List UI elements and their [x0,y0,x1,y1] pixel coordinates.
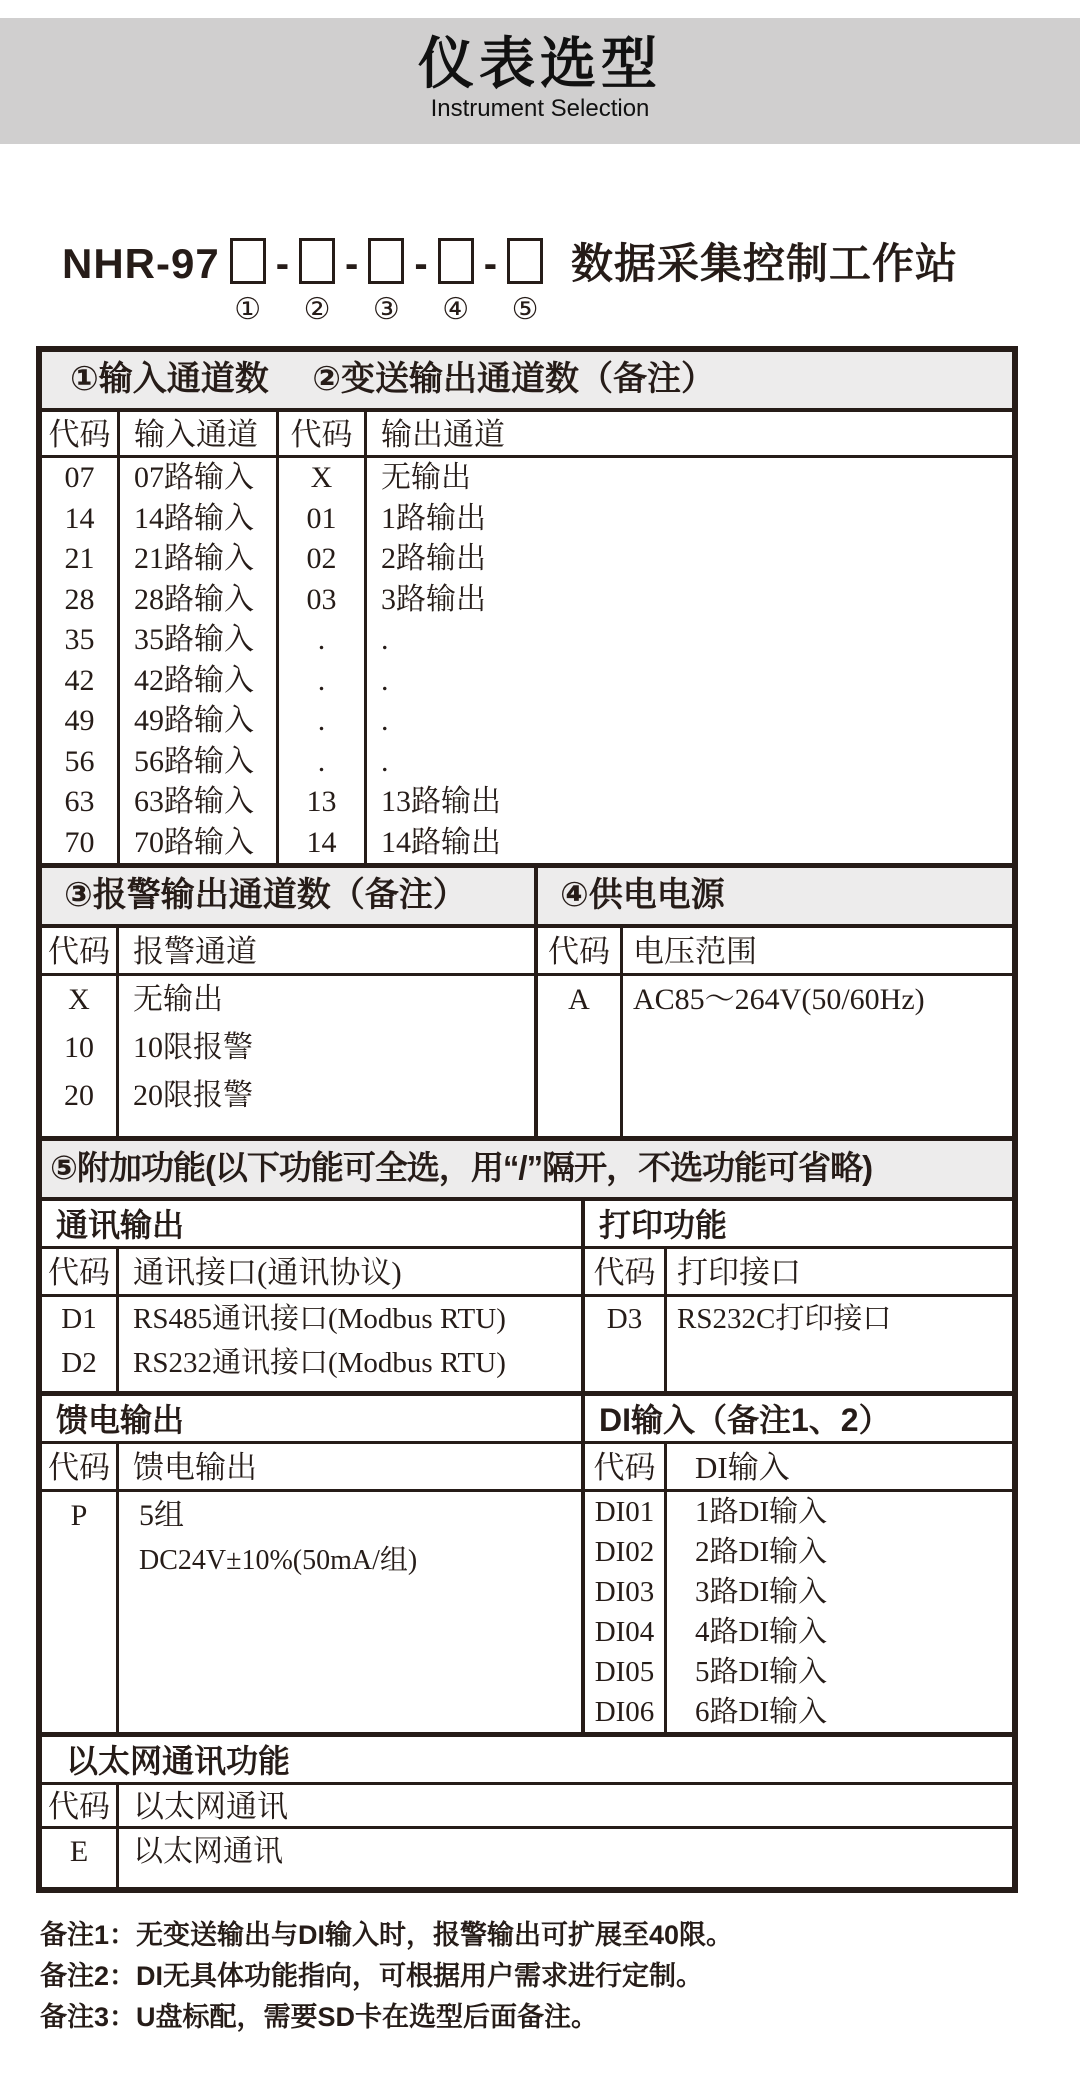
io-input-label-column [120,458,279,863]
power-supply-title: ④供电电源 [538,868,1012,928]
di-title: DI输入（备注1、2） [585,1396,1012,1444]
column-header: 电压范围 [633,934,757,969]
feed-code-column [42,1492,119,1732]
label-cell: . [381,663,389,697]
dash-separator: - [483,242,498,286]
dash-separator: - [275,242,290,286]
code-cell: D1 [61,1303,97,1335]
label-cell: 6路DI输入 [695,1696,828,1728]
comm-title: 通讯输出 [42,1201,581,1249]
label-cell: RS485通讯接口(Modbus RTU) [133,1303,506,1335]
code-cell: 35 [64,623,95,656]
column-header: 输入通道 [120,412,279,455]
model-code-box [507,238,543,284]
label-cell: DC24V±10%(50mA/组) [139,1545,418,1576]
label-cell: 3路输出 [381,582,486,616]
ethernet-column-headers [42,1785,1012,1829]
column-header: 通讯接口(通讯协议) [133,1255,402,1290]
code-cell: 21 [64,542,95,575]
model-slot-5 [507,238,543,326]
code-cell: D3 [606,1303,643,1335]
model-slot-4 [438,238,474,326]
code-cell: 13 [306,785,337,818]
model-slot-2 [299,238,335,326]
feed-title: 馈电输出 [42,1396,581,1444]
label-cell: . [381,623,389,656]
model-code-box [299,238,335,284]
note-line: 备注1：无变送输出与DI输入时，报警输出可扩展至40限。 [40,1920,734,1950]
power-supply-code-column [538,976,623,1136]
ethernet-data [42,1829,1012,1887]
code-cell: 70 [64,825,95,859]
label-cell: 70路输入 [134,825,254,859]
feed-panel [42,1396,585,1732]
label-cell: RS232通讯接口(Modbus RTU) [133,1347,506,1379]
code-cell: 03 [306,582,337,616]
code-cell: DI03 [594,1576,655,1608]
label-cell: 42路输入 [134,663,254,697]
power-supply-label-column [623,976,1012,1136]
position-digit-3: ③ [372,293,400,326]
code-cell: 28 [64,582,95,616]
label-cell: 2路DI输入 [695,1536,828,1568]
label-cell: 无输出 [381,461,471,494]
code-cell: DI06 [594,1696,655,1728]
section-io [42,352,1012,863]
di-label-column [667,1492,1012,1732]
label-cell: 28路输入 [134,582,254,616]
page-title: 仪表选型 [418,32,662,95]
comm-code-column [42,1297,119,1391]
code-cell: E [69,1835,89,1868]
dash-separator: - [345,242,359,286]
code-cell: DI05 [594,1656,655,1688]
label-cell: 1路DI输入 [695,1496,828,1528]
column-header: 代码 [585,1444,667,1489]
label-cell: 5路DI输入 [695,1656,828,1688]
selection-table [36,346,1018,1893]
di-data [585,1492,1012,1732]
label-cell: 1路输出 [381,501,486,535]
column-header: 代码 [585,1249,667,1294]
print-code-column [585,1297,667,1391]
label-cell: . [381,744,389,778]
code-cell: D2 [61,1347,97,1379]
power-supply-panel [538,868,1012,1136]
model-suffix: 数据采集控制工作站 [571,240,959,287]
column-header: 代码 [42,928,119,973]
comm-column-headers [42,1249,581,1297]
alarm-title: ③报警输出通道数（备注） [42,868,534,928]
label-cell: RS232C打印接口 [677,1303,892,1335]
label-cell: 20限报警 [133,1079,253,1112]
alarm-data [42,976,534,1136]
label-cell: 56路输入 [134,744,254,778]
print-panel [585,1201,1012,1391]
model-code-line [62,238,1080,326]
label-cell: 2路输出 [381,542,486,575]
model-code-box [368,238,404,284]
print-title: 打印功能 [585,1201,1012,1249]
feed-data [42,1492,581,1732]
code-cell: . [317,704,326,737]
section-alarm-power [42,863,1012,1136]
ethernet-code-column [42,1829,119,1887]
code-cell: 02 [306,542,337,575]
label-cell: AC85～264V(50/60Hz) [633,983,925,1016]
code-cell: 42 [64,663,95,697]
code-cell: X [68,983,90,1016]
code-cell: . [317,744,326,778]
alarm-column-headers [42,928,534,976]
column-header: 馈电输出 [133,1450,257,1485]
label-cell: . [381,704,389,737]
ethernet-label-column [119,1829,1012,1887]
label-cell: 5组 [139,1499,184,1532]
io-column-headers [42,412,1012,458]
print-column-headers [585,1249,1012,1297]
position-digit-5: ⑤ [511,293,539,326]
page-subtitle: Instrument Selection [430,95,650,122]
feed-di-row [42,1391,1012,1732]
position-digit-2: ② [303,293,331,326]
label-cell: 4路DI输入 [695,1616,828,1648]
column-header: 打印接口 [677,1255,801,1290]
code-cell: . [317,663,326,697]
section-extra [42,1136,1012,1887]
code-cell: 49 [64,704,95,737]
model-slot-1 [230,238,266,326]
position-digit-4: ④ [442,293,470,326]
column-header: 代码 [42,1249,119,1294]
column-header: 输出通道 [381,417,505,452]
code-cell: 63 [64,785,95,818]
code-cell: 20 [64,1079,94,1112]
label-cell: 63路输入 [134,785,254,818]
feed-column-headers [42,1444,581,1492]
note-line: 备注3：U盘标配，需要SD卡在选型后面备注。 [40,2002,599,2032]
io-data [42,458,1012,863]
section-io-title: ①输入通道数 ②变送输出通道数（备注） [42,352,1012,412]
label-cell: 35路输入 [134,623,254,656]
code-cell: 14 [306,825,337,859]
feed-label-column [119,1492,581,1732]
page-header [0,18,1080,144]
power-supply-column-headers [538,928,1012,976]
column-header: 报警通道 [133,934,257,969]
label-cell: 21路输入 [134,542,254,575]
label-cell: 无输出 [133,983,223,1016]
io-input-code-column [42,458,120,863]
model-code-box [230,238,266,284]
model-prefix: NHR-97 [62,240,220,287]
label-cell: 3路DI输入 [695,1576,828,1608]
code-cell: 01 [306,501,337,535]
column-header: 代码 [279,412,367,455]
code-cell: . [317,623,326,656]
code-cell: X [310,461,333,494]
code-cell: DI01 [594,1496,655,1528]
note-line: 备注2：DI无具体功能指向，可根据用户需求进行定制。 [40,1961,704,1991]
code-cell: 07 [64,461,95,494]
label-cell: 10限报警 [133,1031,253,1064]
label-cell: 14路输出 [381,825,501,859]
footnotes [40,1915,1080,2038]
code-cell: 56 [64,744,95,778]
code-cell: 14 [64,501,95,535]
code-cell: DI02 [594,1536,655,1568]
io-output-label-column [367,458,1012,863]
alarm-label-column [119,976,534,1136]
io-output-code-column [279,458,367,863]
label-cell: 13路输出 [381,785,501,818]
column-header: 代码 [42,412,120,455]
column-header: 代码 [42,1785,119,1826]
model-code-box [438,238,474,284]
code-cell: P [70,1499,88,1532]
print-label-column [667,1297,1012,1391]
di-code-column [585,1492,667,1732]
ethernet-title: 以太网通讯功能 [42,1737,1012,1785]
dash-separator: - [414,242,428,286]
comm-panel [42,1201,585,1391]
code-cell: 10 [64,1031,94,1064]
comm-data [42,1297,581,1391]
di-column-headers [585,1444,1012,1492]
comm-print-row [42,1201,1012,1391]
alarm-panel [42,868,538,1136]
code-cell: DI04 [594,1616,655,1648]
di-panel [585,1396,1012,1732]
column-header: DI输入 [695,1450,790,1485]
column-header: 以太网通讯 [133,1789,288,1824]
label-cell: 07路输入 [134,461,254,494]
label-cell: 49路输入 [134,704,254,737]
column-header: 代码 [538,928,623,973]
extra-title: ⑤附加功能(以下功能可全选，用“/”隔开，不选功能可省略) [42,1141,1012,1201]
power-supply-data [538,976,1012,1136]
code-cell: A [568,983,590,1016]
column-header: 代码 [42,1444,119,1489]
model-slot-3 [368,238,404,326]
position-digit-1: ① [234,293,262,326]
print-data [585,1297,1012,1391]
alarm-code-column [42,976,119,1136]
ethernet-panel [42,1732,1012,1887]
comm-label-column [119,1297,581,1391]
label-cell: 以太网通讯 [133,1835,283,1868]
label-cell: 14路输入 [134,501,254,535]
